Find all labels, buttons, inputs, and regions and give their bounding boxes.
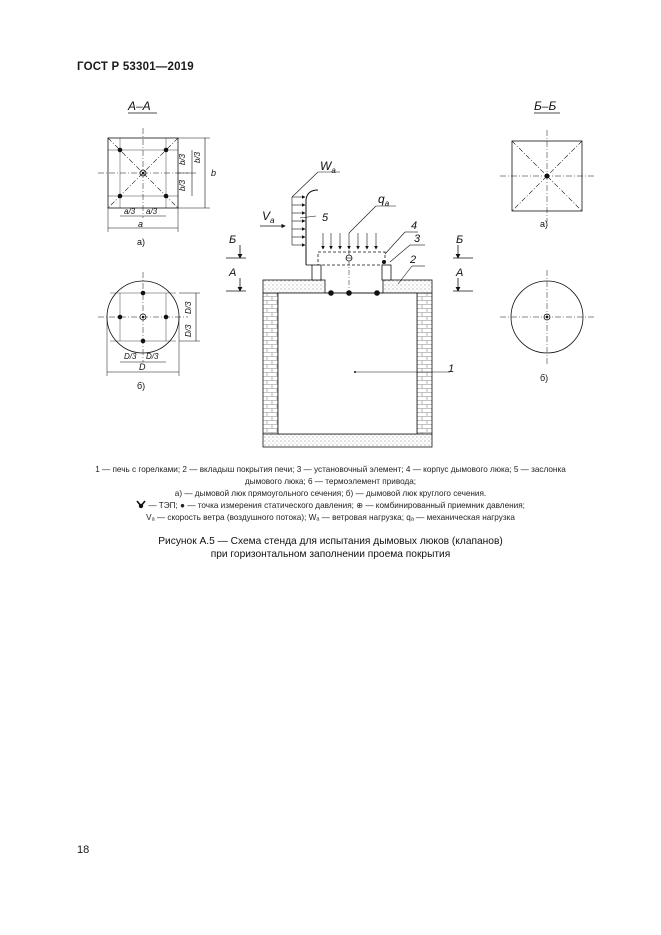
furnace-elevation xyxy=(263,190,450,447)
load-qa: $q_a$ xyxy=(378,192,390,208)
cut-a-right: А xyxy=(456,267,464,279)
dim-b3-top: b/3 xyxy=(193,151,202,163)
callout-2: 2 xyxy=(410,254,417,266)
dim-b: b xyxy=(211,168,217,178)
sublabel-b-right: б) xyxy=(540,373,549,383)
legend-line-4-text: — ТЭП; ● — точка измерения статического давления; ⊕ — комбинированный приемник давления; xyxy=(148,501,525,510)
dim-d3-lower: D/3 xyxy=(184,324,193,337)
sublabel-a-left: а) xyxy=(137,237,146,247)
document-header: ГОСТ Р 53301—2019 xyxy=(77,61,194,73)
sublabel-a-right: а) xyxy=(540,219,549,229)
cut-b-right: Б xyxy=(456,234,464,246)
legend-line-5: Vₐ — скорость ветра (воздушного потока); Wₐ — ветровая нагрузка; qₐ — механическая нагрузка xyxy=(146,513,515,522)
dim-d3-upper: D/3 xyxy=(184,301,193,314)
callout-3: 3 xyxy=(414,233,421,245)
load-wa: $W_a$ xyxy=(320,159,336,175)
section-bb-label: Б–Б xyxy=(534,99,557,113)
callout-5: 5 xyxy=(322,212,329,224)
section-aa-label: А–А xyxy=(128,99,151,113)
dim-a3-right: a/3 xyxy=(146,207,158,216)
page-number: 18 xyxy=(77,844,90,856)
rect-hatch-plan xyxy=(98,128,210,232)
figure-caption-line-1: Рисунок А.5 — Схема стенда для испытания дымовых люков (клапанов) xyxy=(158,536,503,547)
legend-line-2: дымового люка; 6 — термоэлемент привода; xyxy=(244,477,417,486)
sublabel-b-left: б) xyxy=(137,381,146,391)
dim-d: D xyxy=(139,362,146,372)
dim-a: a xyxy=(138,219,144,229)
dim-b3-upper: b/3 xyxy=(178,153,187,165)
cut-b-left: Б xyxy=(229,234,237,246)
callout-4: 4 xyxy=(411,220,418,232)
dim-b3-lower: b/3 xyxy=(178,179,187,191)
tep-symbol-icon xyxy=(136,500,146,509)
dim-d3-right: D/3 xyxy=(146,352,159,361)
load-va: $V_a$ xyxy=(262,209,275,225)
dim-d3-left: D/3 xyxy=(124,352,137,361)
figure-caption-line-2: при горизонтальном заполнении проема покрытия xyxy=(210,549,451,560)
legend-line-3: а) — дымовой люк прямоугольного сечения; б) — дымовой люк круглого сечения. xyxy=(174,489,487,498)
legend-line-1: 1 — печь с горелками; 2 — вкладыш покрытия печи; 3 — установочный элемент; 4 — корпус дымового люка; 5 — заслонка xyxy=(95,465,566,474)
dim-a3-left: a/3 xyxy=(124,207,136,216)
legend-line-4 xyxy=(60,500,601,512)
cut-a-left: А xyxy=(229,267,237,279)
callout-1: 1 xyxy=(448,363,455,375)
